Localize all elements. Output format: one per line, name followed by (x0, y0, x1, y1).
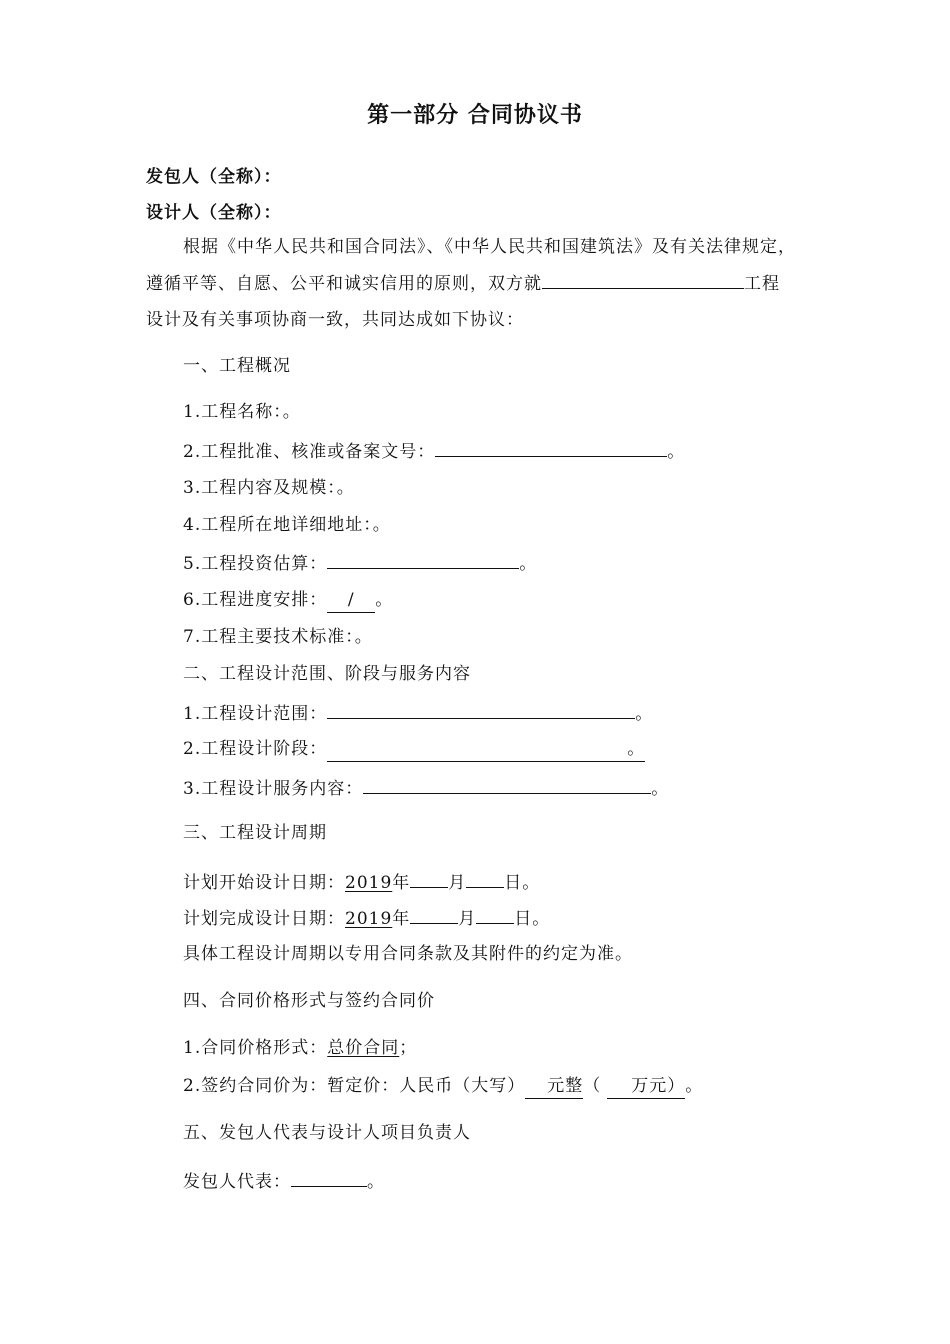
project-name-blank[interactable] (542, 270, 744, 289)
item-design-scope (183, 700, 653, 726)
schedule-value[interactable]: / (327, 588, 375, 613)
designer-label: 设计人（全称）： (146, 203, 282, 223)
section-4-heading: 四、合同价格形式与签约合同价 (183, 991, 435, 1011)
period-mark: 。 (651, 779, 670, 799)
finish-date-line (183, 905, 550, 931)
price-form-line (183, 1036, 417, 1060)
price-form-value[interactable]: 总价合同 (327, 1038, 400, 1058)
employer-rep-line (183, 1168, 385, 1194)
price-words-value[interactable]: 元整 (525, 1074, 583, 1099)
period-mark: 。 (375, 590, 394, 610)
intro-line-2-suffix: 工程 (744, 274, 780, 294)
period-mark: 。 (667, 442, 686, 462)
price-open-paren: （ (583, 1076, 602, 1096)
day-unit: 日。 (504, 873, 541, 893)
item-content-scale: 3.工程内容及规模：。 (183, 478, 355, 498)
price-form-label: 1.合同价格形式： (183, 1038, 328, 1058)
section-2-heading: 二、工程设计范围、阶段与服务内容 (183, 664, 471, 684)
month-unit: 月 (448, 873, 467, 893)
finish-date-label: 计划完成设计日期： (183, 909, 345, 929)
item-design-service (183, 775, 669, 801)
item-design-stage (183, 737, 645, 762)
item-scope-label: 1.工程设计范围： (183, 704, 328, 724)
period-mark: 。 (519, 554, 538, 574)
period-mark: 。 (635, 704, 654, 724)
investment-blank[interactable] (327, 550, 519, 569)
contract-price-line (183, 1074, 703, 1099)
start-year-value[interactable]: 2019 (345, 873, 393, 893)
year-unit: 年 (392, 873, 411, 893)
start-day-blank[interactable] (466, 869, 504, 888)
section-3-heading: 三、工程设计周期 (183, 823, 327, 843)
price-number-value[interactable]: 万元） (607, 1074, 685, 1099)
item-address: 4.工程所在地详细地址：。 (183, 515, 391, 535)
item-investment-label: 5.工程投资估算： (183, 554, 328, 574)
item-approval-label: 2.工程批准、核准或备案文号： (183, 442, 436, 462)
employer-rep-label: 发包人代表： (183, 1172, 291, 1192)
finish-month-blank[interactable] (410, 905, 458, 924)
intro-line-2-text: 遵循平等、自愿、公平和诚实信用的原则，双方就 (146, 274, 542, 294)
start-date-label: 计划开始设计日期： (183, 873, 345, 893)
intro-line-1: 根据《中华人民共和国合同法》、《中华人民共和国建筑法》及有关法律规定， (183, 237, 796, 257)
start-month-blank[interactable] (410, 869, 448, 888)
employer-rep-end: 。 (367, 1172, 385, 1192)
employer-label: 发包人（全称）： (146, 167, 282, 187)
item-approval-number (183, 438, 685, 464)
item-stage-label: 2.工程设计阶段： (183, 739, 328, 759)
day-unit: 日。 (514, 909, 551, 929)
design-stage-blank[interactable]: 。 (327, 737, 645, 762)
design-scope-blank[interactable] (327, 700, 635, 719)
item-standards: 7.工程主要技术标准：。 (183, 627, 373, 647)
employer-rep-blank[interactable] (291, 1168, 367, 1187)
finish-year-value[interactable]: 2019 (345, 909, 393, 929)
price-end: 。 (685, 1076, 704, 1096)
design-period-note: 具体工程设计周期以专用合同条款及其附件的约定为准。 (183, 944, 633, 964)
approval-number-blank[interactable] (435, 438, 667, 457)
section-5-heading: 五、发包人代表与设计人项目负责人 (183, 1123, 471, 1143)
page-title: 第一部分 合同协议书 (367, 102, 583, 128)
contract-price-label: 2.签约合同价为：暂定价：人民币（大写） (183, 1076, 526, 1096)
item-schedule-label: 6.工程进度安排： (183, 590, 328, 610)
finish-day-blank[interactable] (476, 905, 514, 924)
year-unit: 年 (392, 909, 411, 929)
start-date-line (183, 869, 540, 895)
item-service-label: 3.工程设计服务内容： (183, 779, 364, 799)
intro-line-3: 设计及有关事项协商一致，共同达成如下协议： (146, 310, 524, 330)
item-investment (183, 550, 537, 576)
section-1-heading: 一、工程概况 (183, 356, 291, 376)
intro-line-2 (146, 270, 780, 296)
item-project-name: 1.工程名称：。 (183, 402, 301, 422)
month-unit: 月 (458, 909, 477, 929)
price-form-end: ； (399, 1038, 418, 1058)
item-schedule (183, 588, 393, 613)
design-service-blank[interactable] (363, 775, 651, 794)
